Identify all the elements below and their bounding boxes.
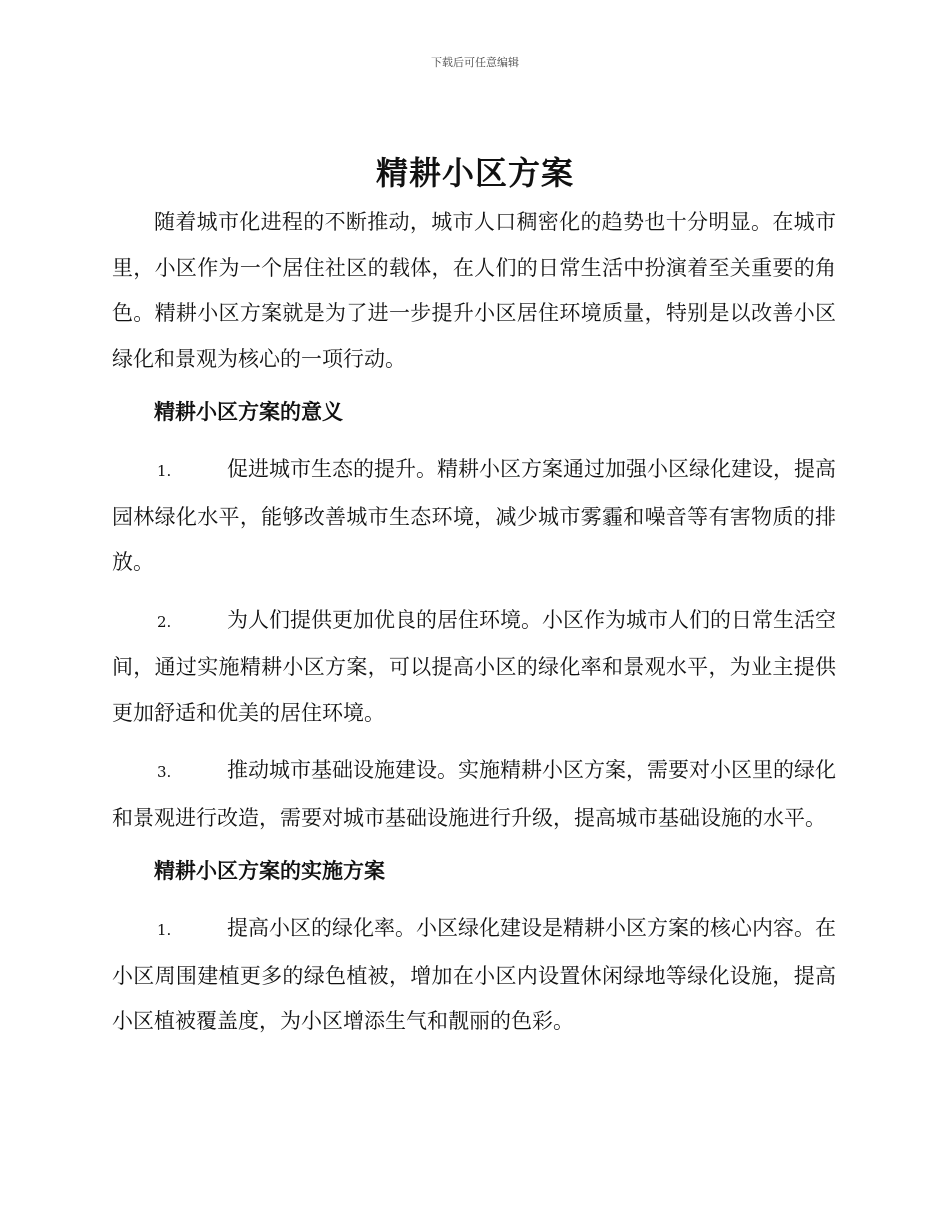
document-title: 精耕小区方案 (375, 154, 574, 192)
list-number: 1. (157, 462, 172, 480)
list-item (112, 447, 836, 586)
section-heading-implementation: 精耕小区方案的实施方案 (154, 859, 385, 883)
list-item-text: 促进城市生态的提升。精耕小区方案通过加强小区绿化建设，提高园林绿化水平，能够改善城市生态环境，减少城市雾霾和噪音等有害物质的排放。 (112, 457, 836, 574)
list-item-text: 为人们提供更加优良的居住环境。小区作为城市人们的日常生活空间，通过实施精耕小区方案，可以提高小区的绿化率和景观水平，为业主提供更加舒适和优美的居住环境。 (112, 607, 836, 725)
intro-paragraph: 随着城市化进程的不断推动，城市人口稠密化的趋势也十分明显。在城市里，小区作为一个居住社区的载体，在人们的日常生活中扮演着至关重要的角色。精耕小区方案就是为了进一步提升小区居住环境质量，特别是以改善小区绿化和景观为核心的一项行动。 (112, 210, 836, 371)
list-number: 2. (157, 612, 172, 631)
list-item (112, 598, 836, 737)
section-heading-significance: 精耕小区方案的意义 (154, 400, 343, 424)
document-body (112, 200, 836, 1045)
list-item-text: 提高小区的绿化率。小区绿化建设是精耕小区方案的核心内容。在小区周围建植更多的绿色植被，增加在小区内设置休闲绿地等绿化设施，提高小区植被覆盖度，为小区增添生气和靓丽的色彩。 (112, 916, 836, 1033)
list-item (112, 906, 836, 1045)
page-header-note: 下载后可任意编辑 (431, 56, 519, 69)
list-item-text: 推动城市基础设施建设。实施精耕小区方案，需要对小区里的绿化和景观进行改造，需要对城市基础设施进行升级，提高城市基础设施的水平。 (112, 758, 836, 830)
list-item (112, 748, 836, 841)
list-number: 3. (157, 763, 172, 781)
list-number: 1. (157, 921, 172, 939)
